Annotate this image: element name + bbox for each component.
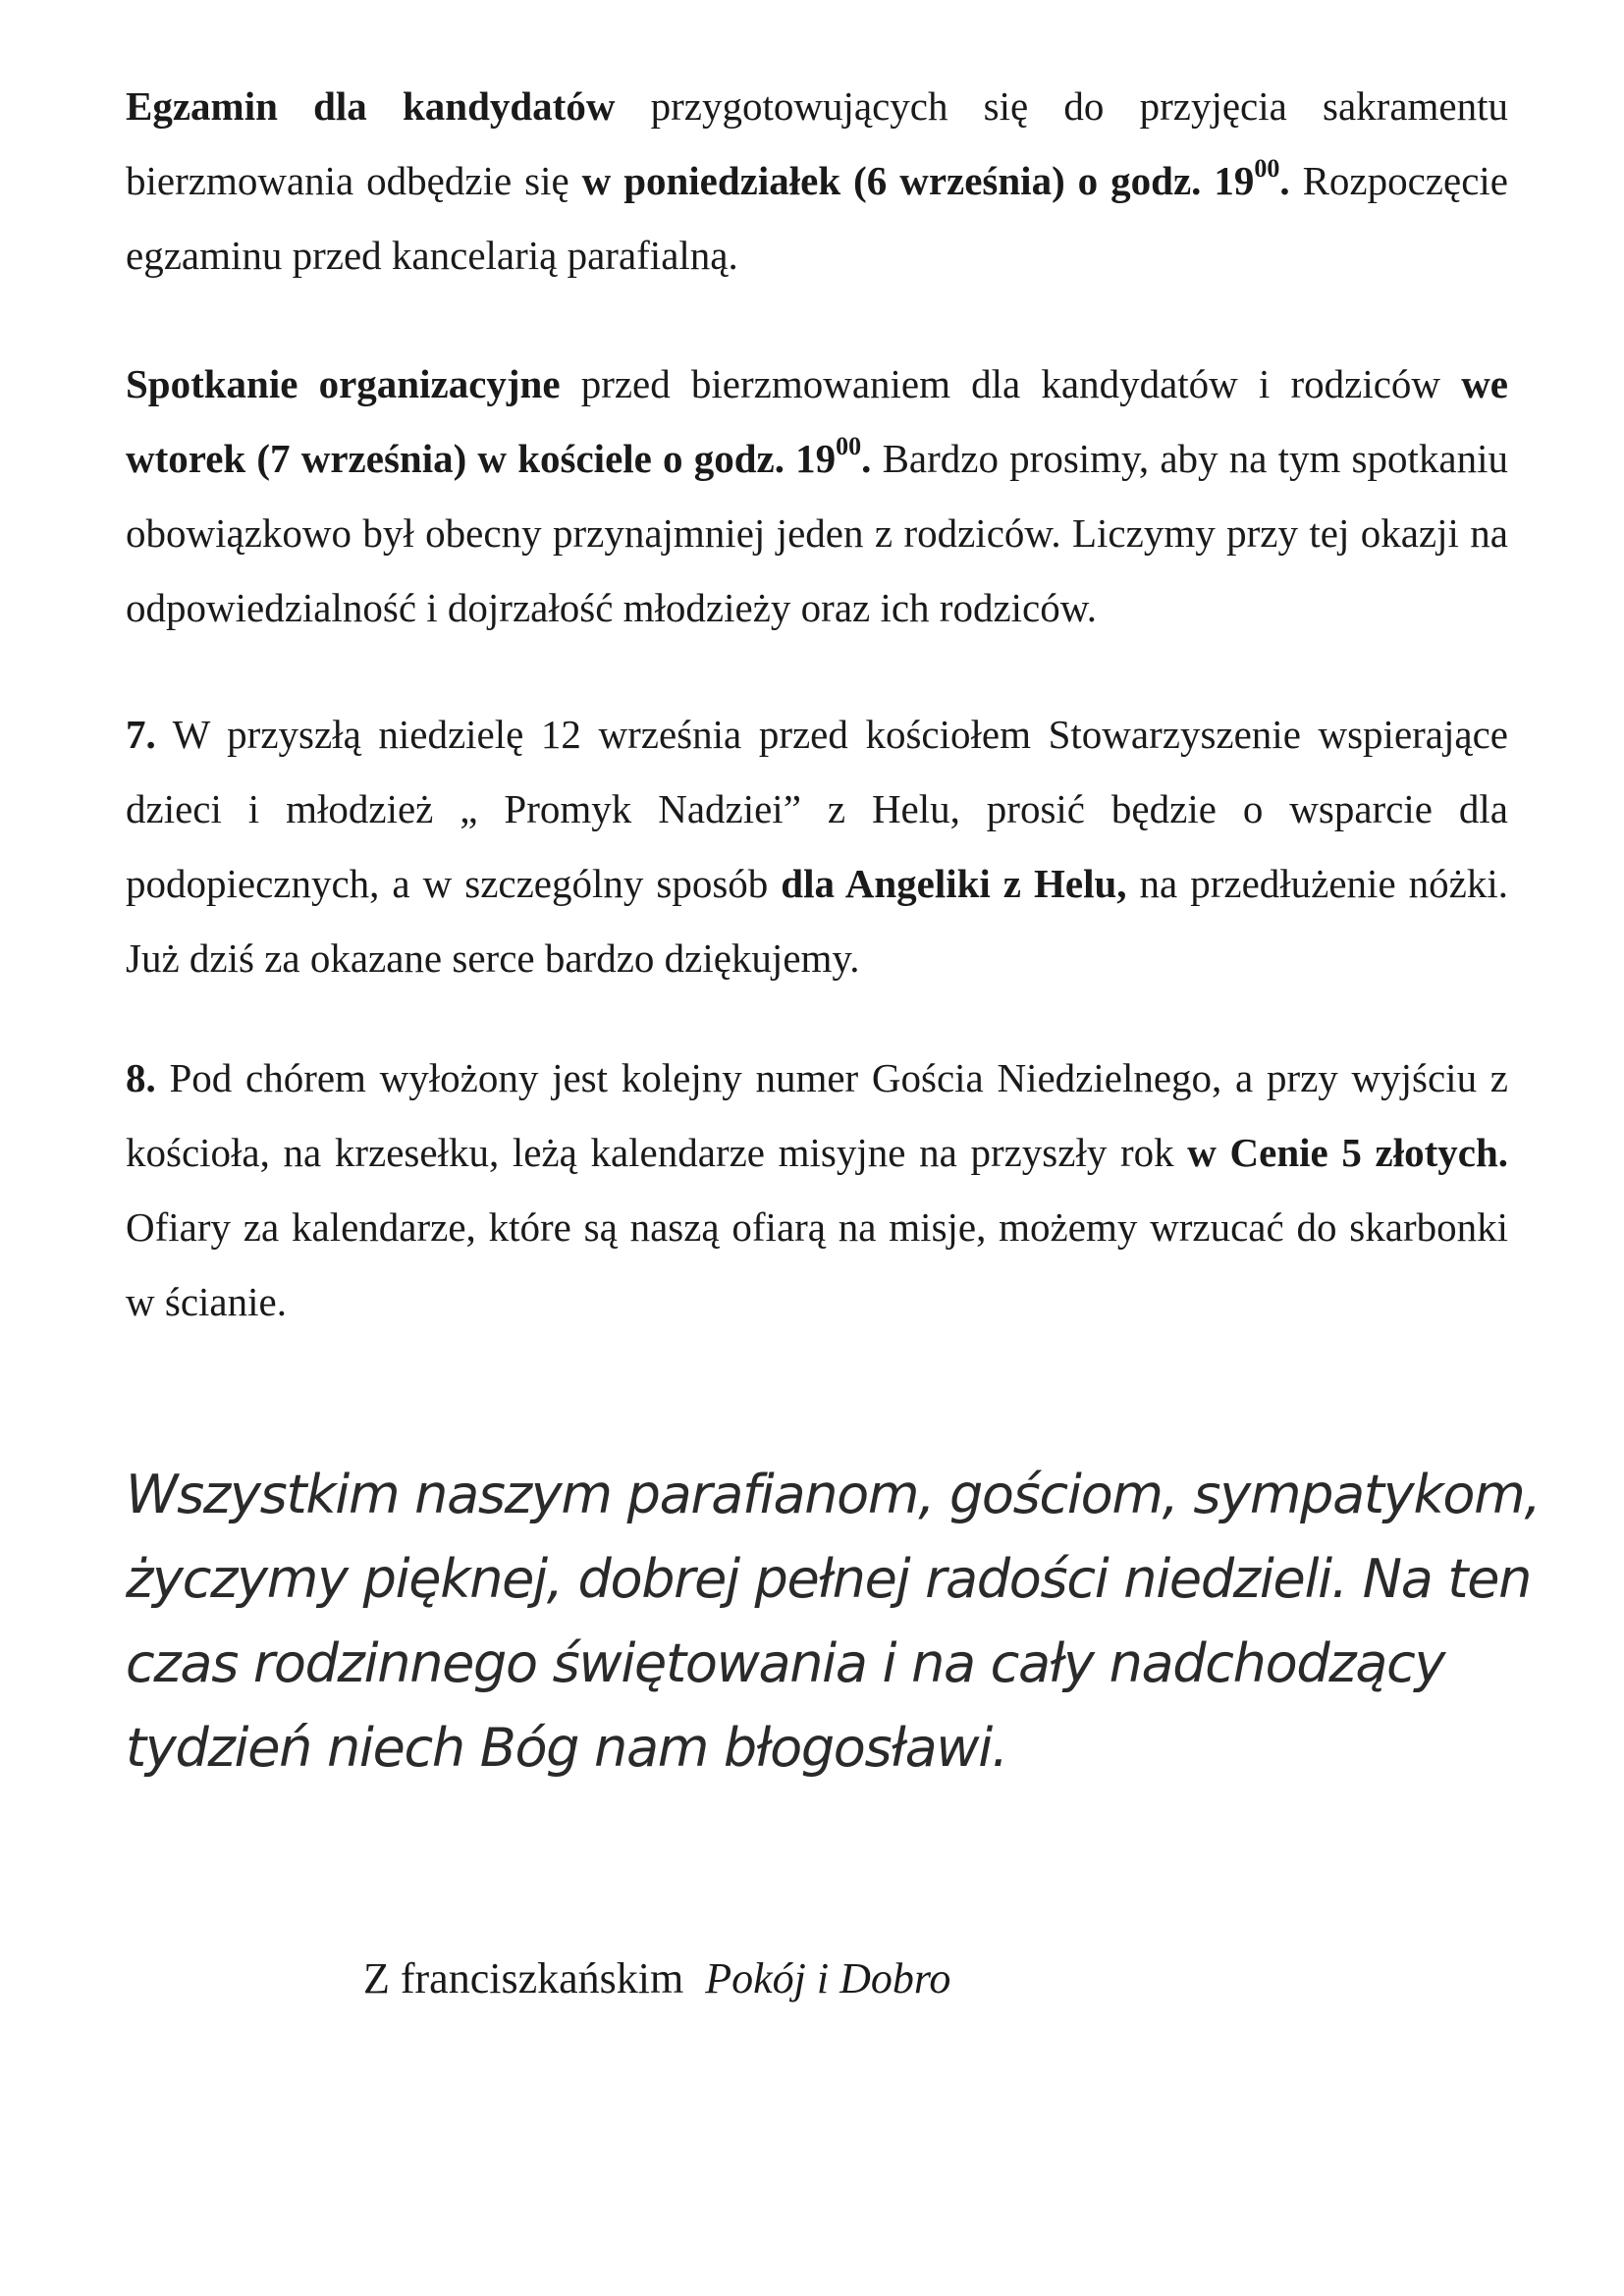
exam-time-minutes: 00 [1254, 154, 1280, 183]
wish-line: życzymy pięknej, dobrej pełnej radości niedzieli. Na ten [126, 1548, 1532, 1610]
closing-wishes [126, 1453, 1541, 1790]
exam-date: w poniedziałek (6 września) o godz. $19^{00}$. [581, 154, 1290, 203]
wish-line: Wszystkim naszym parafianom, gościom, sympatykom, [126, 1464, 1541, 1525]
wish-line: czas rodzinnego świętowania i na cały nadchodzący [126, 1632, 1445, 1694]
announcement-7-text: W przyszłą niedzielę 12 września przed kościołem Stowarzyszenie wspierające dzieci i młodzież „ Promyk Nadziei” z Helu, prosić będzie o wsparcie dla podopiecznych, a w szczególny sposób [126, 712, 1508, 906]
announcement-8-text: Pod chórem wyłożony jest kolejny numer Gościa Niedzielnego, a przy wyjściu z kościoła, na krzesełku, leżą kalendarze misyjne na przyszły rok [126, 1055, 1508, 1175]
paragraph-announcement-7 [126, 697, 1508, 995]
announcement-7-highlight: dla Angeliki z Helu, [781, 861, 1127, 906]
exam-text: przygotowujących się do przyjęcia sakramentu bierzmowania odbędzie się [126, 83, 1509, 203]
announcement-8-end: Ofiary za kalendarze, które są naszą ofiarą na misje, możemy wrzucać do skarbonki w ścianie. [126, 1204, 1508, 1324]
meeting-details: Bardzo prosimy, aby na tym spotkaniu obowiązkowo był obecny przynajmniej jeden z rodziców. Liczymy przy tej okazji na odpowiedzialność i dojrzałość młodzieży oraz ich rodziców. [126, 436, 1508, 630]
paragraph-announcement-8 [126, 1041, 1508, 1339]
signature-prefix: Z franciszkańskim [363, 1954, 706, 2002]
wish-line: tydzień niech Bóg nam błogosławi. [126, 1717, 1007, 1779]
exam-location: Rozpoczęcie egzaminu przed kancelarią parafialną. [126, 158, 1508, 278]
signature-motto: Pokój i Dobro [705, 1954, 951, 2002]
announcement-number-7: 7. [126, 712, 156, 757]
meeting-date: we wtorek (7 września) w kościele o godz. $19^{00}$. [126, 361, 1508, 481]
announcement-8-price: w Cenie 5 złotych. [1187, 1130, 1508, 1175]
paragraph-confirmation-exam [126, 69, 1508, 293]
meeting-text: przed bierzmowaniem dla kandydatów i rodziców [560, 361, 1462, 406]
announcement-7-end: na przedłużenie nóżki. Już dziś za okazane serce bardzo dziękujemy. [126, 861, 1508, 981]
paragraph-organizational-meeting [126, 347, 1508, 645]
meeting-heading: Spotkanie organizacyjne [126, 361, 561, 406]
meeting-time-minutes: 00 [836, 432, 862, 460]
exam-heading: Egzamin dla kandydatów [126, 83, 616, 129]
signature [363, 1953, 950, 2003]
announcement-number-8: 8. [126, 1055, 156, 1100]
